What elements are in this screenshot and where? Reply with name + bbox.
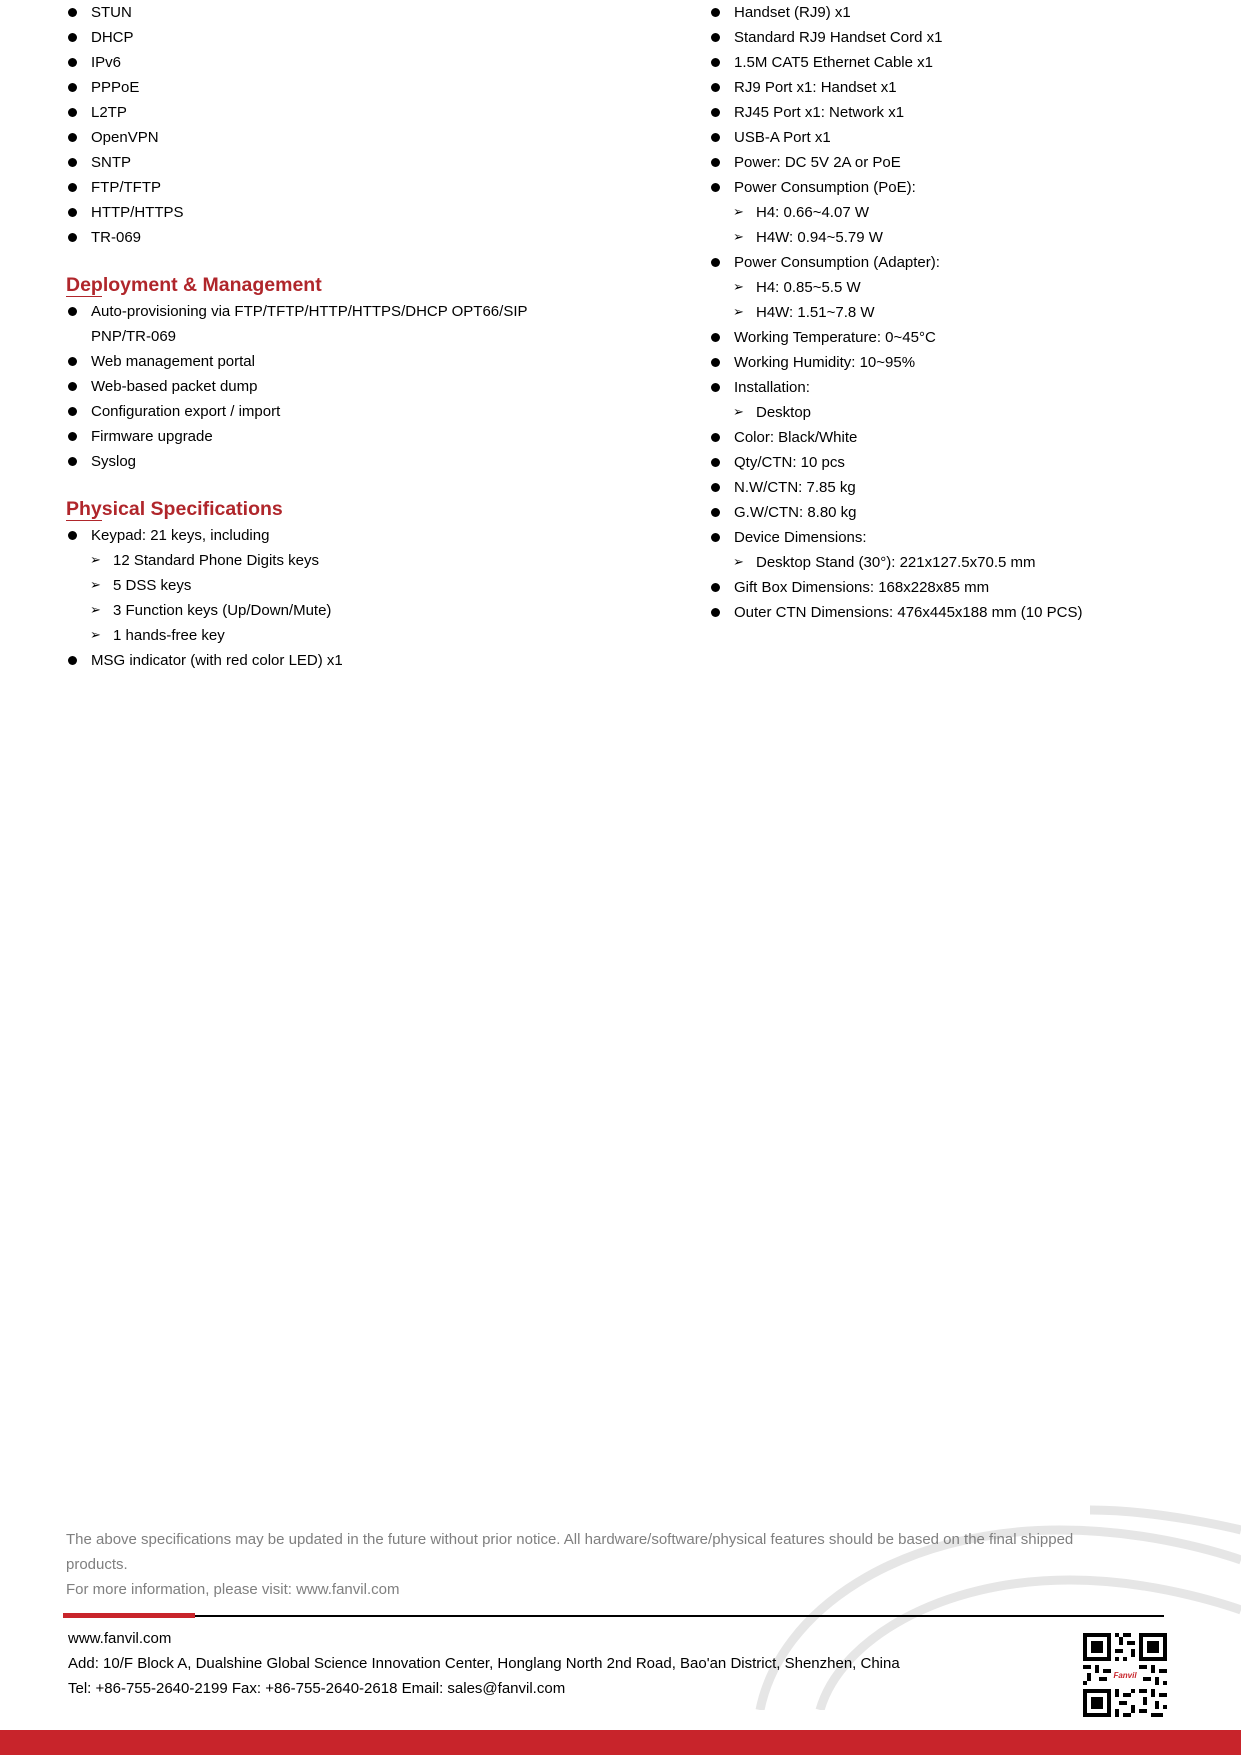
physical-heading — [66, 496, 626, 523]
list-item: G.W/CTN: 8.80 kg — [709, 500, 1209, 525]
sub-list-item: ➢ 3 Function keys (Up/Down/Mute) — [66, 598, 626, 623]
list-item: HTTP/HTTPS — [66, 200, 626, 225]
list-item: Auto-provisioning via FTP/TFTP/HTTP/HTTPS/DHCP OPT66/SIP PNP/TR-069 — [66, 299, 541, 349]
list-item: 1.5M CAT5 Ethernet Cable x1 — [709, 50, 1209, 75]
sub-list-item: ➢ H4W: 1.51~7.8 W — [709, 300, 1209, 325]
list-item: MSG indicator (with red color LED) x1 — [66, 648, 626, 673]
disclaimer-text: The above specifications may be updated in the future without prior notice. All hardware/software/physical features should be based on the final shipped products. — [66, 1531, 1074, 1573]
list-item: Keypad: 21 keys, including — [66, 523, 626, 548]
list-item: Working Temperature: 0~45°C — [709, 325, 1209, 350]
deployment-list — [66, 299, 626, 474]
left-column — [66, 0, 626, 673]
list-item: N.W/CTN: 7.85 kg — [709, 475, 1209, 500]
sub-list-item: ➢ Desktop Stand (30°): 221x127.5x70.5 mm — [709, 550, 1209, 575]
deployment-heading-text: Deployment & Management — [66, 274, 322, 296]
right-column — [709, 0, 1209, 625]
sub-list-item: ➢ H4: 0.66~4.07 W — [709, 200, 1209, 225]
deployment-heading — [66, 272, 626, 299]
list-item: Working Humidity: 10~95% — [709, 350, 1209, 375]
list-item: SNTP — [66, 150, 626, 175]
list-item: Power Consumption (Adapter): — [709, 250, 1209, 275]
contact-line: Tel: +86-755-2640-2199 Fax: +86-755-2640-2618 Email: sales@fanvil.com — [68, 1680, 566, 1697]
list-item: Syslog — [66, 449, 626, 474]
list-item: Device Dimensions: — [709, 525, 1209, 550]
sub-list-item: ➢ 5 DSS keys — [66, 573, 626, 598]
bottom-brand-bar — [0, 1730, 1241, 1755]
list-item: Firmware upgrade — [66, 424, 626, 449]
more-info-text: For more information, please visit: www.fanvil.com — [66, 1581, 400, 1598]
list-item: Qty/CTN: 10 pcs — [709, 450, 1209, 475]
disclaimer — [66, 1527, 1126, 1602]
qr-logo-text: Fanvil — [1113, 1670, 1137, 1680]
website-text: www.fanvil.com — [68, 1630, 172, 1647]
sub-list-item: ➢ H4W: 0.94~5.79 W — [709, 225, 1209, 250]
list-item: Outer CTN Dimensions: 476x445x188 mm (10 PCS) — [709, 600, 1209, 625]
list-item: L2TP — [66, 100, 626, 125]
list-item: STUN — [66, 0, 626, 25]
list-item: Gift Box Dimensions: 168x228x85 mm — [709, 575, 1209, 600]
list-item: RJ45 Port x1: Network x1 — [709, 100, 1209, 125]
list-item: RJ9 Port x1: Handset x1 — [709, 75, 1209, 100]
sub-list-item: ➢ Desktop — [709, 400, 1209, 425]
list-item: Power Consumption (PoE): — [709, 175, 1209, 200]
heading-underline — [66, 296, 102, 298]
sub-list-item: ➢ 12 Standard Phone Digits keys — [66, 548, 626, 573]
heading-underline — [66, 520, 102, 522]
list-item: Installation: — [709, 375, 1209, 400]
list-item: Standard RJ9 Handset Cord x1 — [709, 25, 1209, 50]
list-item: PPPoE — [66, 75, 626, 100]
list-item: USB-A Port x1 — [709, 125, 1209, 150]
sub-list-item: ➢ H4: 0.85~5.5 W — [709, 275, 1209, 300]
physical-heading-text: Physical Specifications — [66, 498, 283, 520]
footer-accent-bar — [63, 1613, 195, 1618]
contact-info — [68, 1626, 900, 1701]
list-item: Configuration export / import — [66, 399, 626, 424]
qr-code — [1083, 1633, 1167, 1717]
list-item: Handset (RJ9) x1 — [709, 0, 1209, 25]
footer-divider — [63, 1615, 1164, 1617]
address-text: Add: 10/F Block A, Dualshine Global Science Innovation Center, Honglang North 2nd Road, Bao'an District, Shenzhen, China — [68, 1655, 900, 1672]
list-item: IPv6 — [66, 50, 626, 75]
physical-list — [66, 523, 626, 673]
list-item: OpenVPN — [66, 125, 626, 150]
sub-list-item: ➢ 1 hands-free key — [66, 623, 626, 648]
list-item: FTP/TFTP — [66, 175, 626, 200]
list-item: Color: Black/White — [709, 425, 1209, 450]
list-item: DHCP — [66, 25, 626, 50]
list-item: Web-based packet dump — [66, 374, 626, 399]
list-item: Web management portal — [66, 349, 626, 374]
hardware-spec-list — [709, 0, 1209, 625]
network-protocol-list — [66, 0, 626, 250]
list-item: TR-069 — [66, 225, 626, 250]
list-item: Power: DC 5V 2A or PoE — [709, 150, 1209, 175]
